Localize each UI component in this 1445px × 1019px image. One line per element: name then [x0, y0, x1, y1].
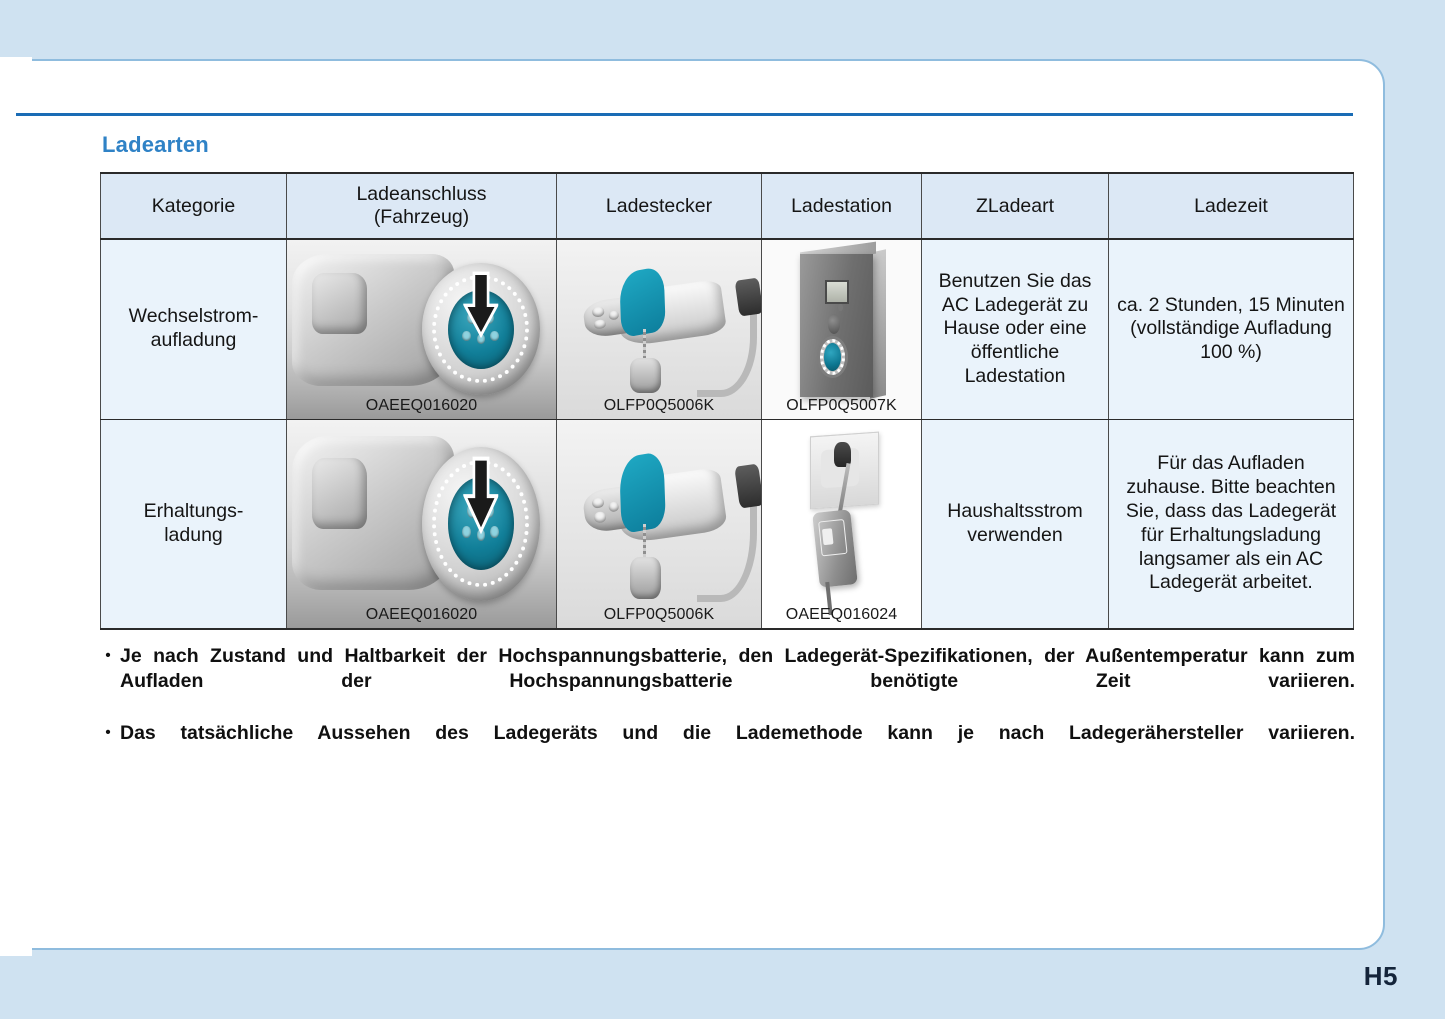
table-row	[101, 239, 1354, 419]
image-caption: OAEEQ016024	[785, 606, 898, 624]
charge-port-lid	[312, 458, 367, 529]
cell-ladeanschluss-row1	[287, 239, 557, 419]
vehicle-charge-port-image	[287, 420, 556, 629]
arrow-down-icon	[463, 456, 499, 536]
column-header-ladestecker: Ladestecker	[557, 173, 762, 239]
column-header-zladeart: ZLadeart	[922, 173, 1109, 239]
note-text: Das tatsächliche Aussehen des Ladegeräts und die Lademethode kann je nach Ladegerähersteller variieren.	[120, 721, 1355, 744]
table-body	[101, 239, 1354, 629]
charging-station-illustration	[762, 240, 921, 419]
connector-teal-collar	[619, 451, 666, 535]
image-caption: OLFP0Q5006K	[603, 606, 715, 624]
cell-zladeart-row2: Haushaltsstrom verwenden	[922, 419, 1109, 629]
column-header-kategorie: Kategorie	[101, 173, 287, 239]
connector-chain	[643, 329, 646, 361]
list-item	[100, 644, 1355, 719]
kategorie-line1-row1: Wechselstrom-	[128, 305, 259, 328]
column-header-ladezeit: Ladezeit	[1109, 173, 1354, 239]
connector-dust-cap	[630, 557, 661, 599]
cell-kategorie-row2	[101, 419, 287, 629]
column-header-ladeanschluss-line2: (Fahrzeug)	[373, 206, 470, 228]
station-display	[825, 280, 849, 304]
image-caption: OAEEQ016020	[365, 396, 478, 414]
cell-ladestecker-row2	[557, 419, 762, 629]
connector-grip	[734, 278, 761, 317]
table-header-row	[101, 173, 1354, 239]
cell-ladezeit-row1: ca. 2 Stunden, 15 Minuten (vollständige Aufladung 100 %)	[1109, 239, 1354, 419]
bullet-icon: •	[105, 647, 111, 664]
charging-station-image	[762, 240, 921, 419]
table-row	[101, 419, 1354, 629]
vehicle-charge-port-image	[287, 240, 556, 419]
cell-ladestecker-row1	[557, 239, 762, 419]
household-outlet-charger-image	[762, 420, 921, 629]
household-outlet-illustration	[762, 420, 921, 629]
header-rule	[16, 113, 1353, 116]
charge-port-ring	[422, 447, 540, 601]
column-header-ladeanschluss	[287, 173, 557, 239]
charging-connector-image	[557, 240, 761, 419]
page-content	[100, 132, 1355, 773]
charge-port-illustration	[287, 240, 556, 419]
page-title: Ladearten	[102, 132, 209, 157]
charging-connector-image	[557, 420, 761, 629]
charge-port-lid	[312, 273, 367, 334]
table-header-row-group	[101, 173, 1354, 239]
image-caption: OAEEQ016020	[365, 606, 478, 624]
cell-ladezeit-row2: Für das Aufladen zuhause. Bitte beachten Sie, dass das Ladegerät für Erhaltungsladung langsamer als ein AC Ladegerät arbeitet.	[1109, 419, 1354, 629]
list-item	[100, 721, 1355, 771]
image-caption: OLFP0Q5006K	[603, 396, 715, 414]
station-knob	[828, 314, 840, 334]
kategorie-line2-row2: ladung	[164, 523, 223, 546]
cell-ladeanschluss-row2	[287, 419, 557, 629]
image-caption: OLFP0Q5007K	[786, 396, 897, 414]
column-header-ladestation: Ladestation	[762, 173, 922, 239]
connector-chain	[643, 524, 646, 562]
cell-zladeart-row1: Benutzen Sie das AC Ladegerät zu Hause oder eine öffentliche Ladestation	[922, 239, 1109, 419]
station-body	[800, 254, 873, 397]
cell-kategorie-row1	[101, 239, 287, 419]
cell-ladestation-row1	[762, 239, 922, 419]
charging-connector-illustration	[557, 420, 761, 629]
note-text: Je nach Zustand und Haltbarkeit der Hochspannungsbatterie, den Ladegerät-Spezifikationen, der Außentemperatur kann zum Aufladen der Hochspannungsbatterie benötigte Zeit variieren.	[120, 645, 1355, 692]
station-socket	[824, 343, 842, 372]
kategorie-line1-row2: Erhaltungs-	[143, 499, 244, 522]
connector-dust-cap	[630, 358, 661, 394]
charge-port-ring	[422, 263, 540, 395]
column-header-ladeanschluss-line1: Ladeanschluss	[356, 183, 487, 206]
page-number: H5	[1363, 961, 1398, 991]
cell-ladestation-row2	[762, 419, 922, 629]
charging-connector-illustration	[557, 240, 761, 419]
connector-teal-collar	[619, 266, 665, 339]
bullet-icon: •	[105, 723, 111, 741]
charging-types-table	[100, 172, 1354, 630]
notes-list	[100, 644, 1355, 771]
kategorie-line2-row1: aufladung	[150, 329, 237, 352]
portable-charger-brick	[812, 509, 858, 588]
charge-port-illustration	[287, 420, 556, 629]
arrow-down-icon	[463, 271, 499, 340]
station-button	[838, 304, 842, 311]
